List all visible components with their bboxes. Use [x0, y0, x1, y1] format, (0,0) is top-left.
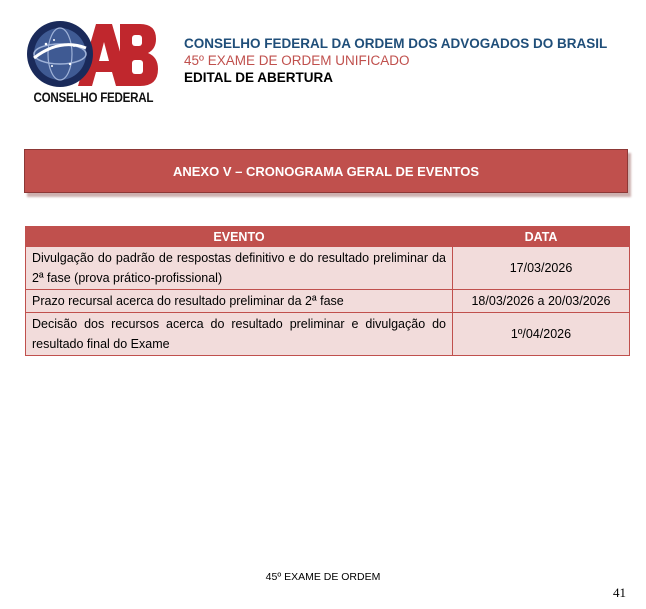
date-cell: 1º/04/2026: [453, 313, 630, 356]
annex-title: ANEXO V – CRONOGRAMA GERAL DE EVENTOS: [172, 163, 480, 179]
column-header-event: EVENTO: [26, 227, 453, 247]
exam-title: 45º EXAME DE ORDEM UNIFICADO: [184, 53, 410, 68]
date-cell: 18/03/2026 a 20/03/2026: [453, 290, 630, 313]
document-header: [184, 36, 607, 85]
table-row: [26, 313, 630, 356]
annex-banner: [24, 149, 628, 193]
organization-name: CONSELHO FEDERAL DA ORDEM DOS ADVOGADOS DO BRASIL: [184, 36, 608, 51]
oab-logo: [24, 18, 160, 110]
event-cell: Prazo recursal acerca do resultado preliminar da 2ª fase: [26, 290, 453, 313]
events-table: [25, 226, 630, 356]
event-cell: Divulgação do padrão de respostas definitivo e do resultado preliminar da 2ª fase (prova prático-profissional): [26, 247, 453, 290]
logo-caption: CONSELHO FEDERAL: [33, 90, 154, 105]
date-cell: 17/03/2026: [453, 247, 630, 290]
edital-title: EDITAL DE ABERTURA: [184, 70, 334, 85]
table-header-row: [26, 227, 630, 247]
table-row: [26, 247, 630, 290]
event-cell: Decisão dos recursos acerca do resultado preliminar e divulgação do resultado final do Exame: [26, 313, 453, 356]
table-row: [26, 290, 630, 313]
oab-logo-graphic: [24, 18, 160, 92]
footer-text: 45º EXAME DE ORDEM: [265, 571, 381, 583]
logo-letter-b: [120, 24, 158, 86]
column-header-date: DATA: [453, 227, 630, 247]
page-number: 41: [613, 585, 626, 600]
